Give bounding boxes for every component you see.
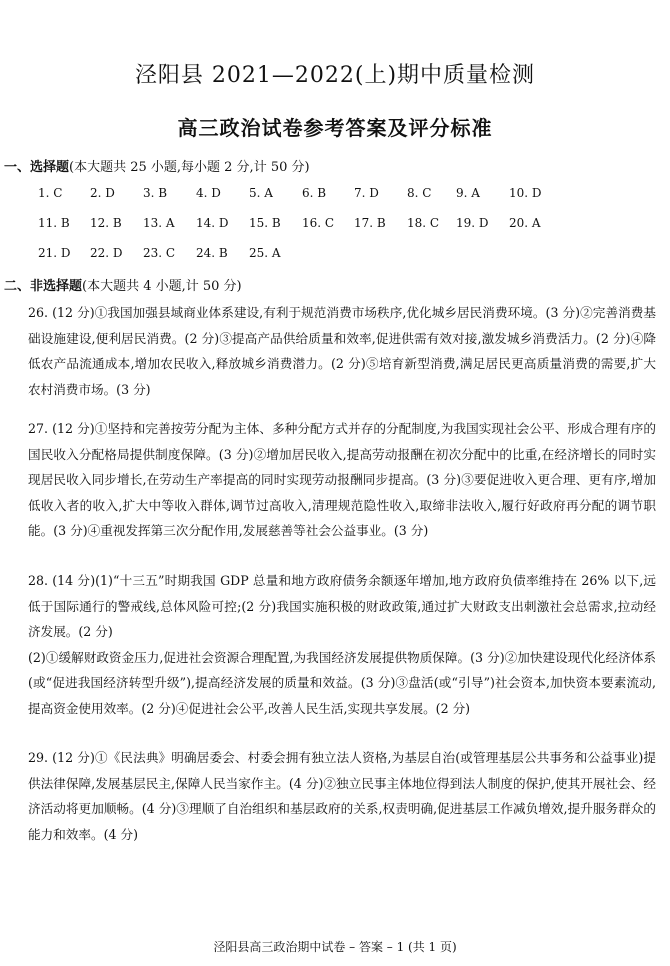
answer-item: 7. D: [354, 186, 379, 200]
question-28-part2: (2)①缓解财政资金压力,促进社会资源合理配置,为我国经济发展提供物质保障。(3 分)②加快建设现代化经济体系(或“促进我国经济转型升级”),提高经济发展的质量和效益。(3 分)③盘活(或“引导”)社会资本,加快资本要素流动,提高资金使用效率。(2 分)④促进社会公平,改善人民生活,实现共享发展。(2 分): [28, 649, 656, 716]
answer-item: 6. B: [302, 186, 327, 200]
question-27: [28, 416, 656, 544]
question-29-answer: 29. (12 分)①《民法典》明确居委会、村委会拥有独立法人资格,为基层自治(或管理基层公共事务和公益事业)提供法律保障,发展基层民主,保障人民当家作主。(4 分)②独立民事主体地位得到法人制度的保护,使其开展社会、经济活动将更加顺畅。(4 分)③理顺了自治组织和基层政府的关系,权责明确,促进基层工作减负增效,提升服务群众的能力和效率。(4 分): [28, 750, 656, 842]
question-26-answer: 26. (12 分)①我国加强县域商业体系建设,有利于规范消费市场秩序,优化城乡居民消费环境。(3 分)②完善消费基础设施建设,便利居民消费。(2 分)③提高产品供给质量和效率,促进供需有效对接,激发城乡消费活力。(2 分)④降低农产品流通成本,增加农民收入,释放城乡消费潜力。(2 分)⑤培育新型消费,满足居民更高质量消费的需要,扩大农村消费市场。(3 分): [28, 305, 656, 397]
question-27-answer: 27. (12 分)①坚持和完善按劳分配为主体、多种分配方式并存的分配制度,为我国实现社会公平、形成合理有序的国民收入分配格局提供制度保障。(3 分)②增加居民收入,提高劳动报酬在初次分配中的比重,在经济增长的同时实现居民收入同步增长,在劳动生产率提高的同时实现劳动报酬同步提高。(3 分)③要促进收入更合理、更有序,增加低收入者的收入,扩大中等收入群体,调节过高收入,清理规范隐性收入,取缔非法收入,履行好政府再分配的调节职能。(3 分)④重视发挥第三次分配作用,发展慈善等社会公益事业。(3 分): [28, 421, 656, 539]
section2-header: [4, 275, 242, 294]
answer-item: 10. D: [509, 186, 542, 200]
question-26: [28, 300, 656, 402]
answer-item: 15. B: [249, 216, 281, 230]
answer-item: 2. D: [90, 186, 115, 200]
answer-item: 14. D: [196, 216, 229, 230]
answer-item: 23. C: [143, 246, 176, 260]
answer-item: 4. D: [196, 186, 221, 200]
answer-item: 1. C: [38, 186, 63, 200]
answer-item: 12. B: [90, 216, 122, 230]
exam-title: 泾阳县 2021—2022(上)期中质量检测: [134, 63, 536, 88]
answer-item: 22. D: [90, 246, 123, 260]
question-28-part1: 28. (14 分)(1)“十三五”时期我国 GDP 总量和地方政府债务余额逐年增加,地方政府负债率维持在 26% 以下,远低于国际通行的警戒线,总体风险可控;(2 分)我国实施积极的财政政策,通过扩大财政支出刺激社会总需求,拉动经济发展。(2 分): [28, 573, 656, 640]
answer-item: 16. C: [302, 216, 335, 230]
section1-note: (本大题共 25 小题,每小题 2 分,计 50 分): [69, 160, 310, 175]
answer-item: 21. D: [38, 246, 71, 260]
answer-item: 24. B: [196, 246, 228, 260]
question-29: [28, 745, 656, 847]
answer-key-title: 高三政治试卷参考答案及评分标准: [177, 116, 493, 140]
answer-item: 5. A: [249, 186, 273, 200]
page-footer: 泾阳县高三政治期中试卷 – 答案 – 1 (共 1 页): [213, 940, 457, 954]
section1-heading: 一、选择题: [4, 160, 70, 175]
answer-item: 9. A: [456, 186, 480, 200]
answer-item: 3. B: [143, 186, 168, 200]
answer-item: 19. D: [456, 216, 489, 230]
answer-item: 13. A: [143, 216, 175, 230]
answer-item: 11. B: [38, 216, 70, 230]
section2-note: (本大题共 4 小题,计 50 分): [82, 279, 242, 294]
answer-item: 17. B: [354, 216, 386, 230]
answer-item: 8. C: [407, 186, 432, 200]
answer-item: 18. C: [407, 216, 440, 230]
section1-header: [4, 156, 310, 175]
section2-heading: 二、非选择题: [4, 279, 83, 294]
answer-item: 25. A: [249, 246, 281, 260]
question-28: [28, 568, 656, 722]
answer-item: 20. A: [509, 216, 541, 230]
